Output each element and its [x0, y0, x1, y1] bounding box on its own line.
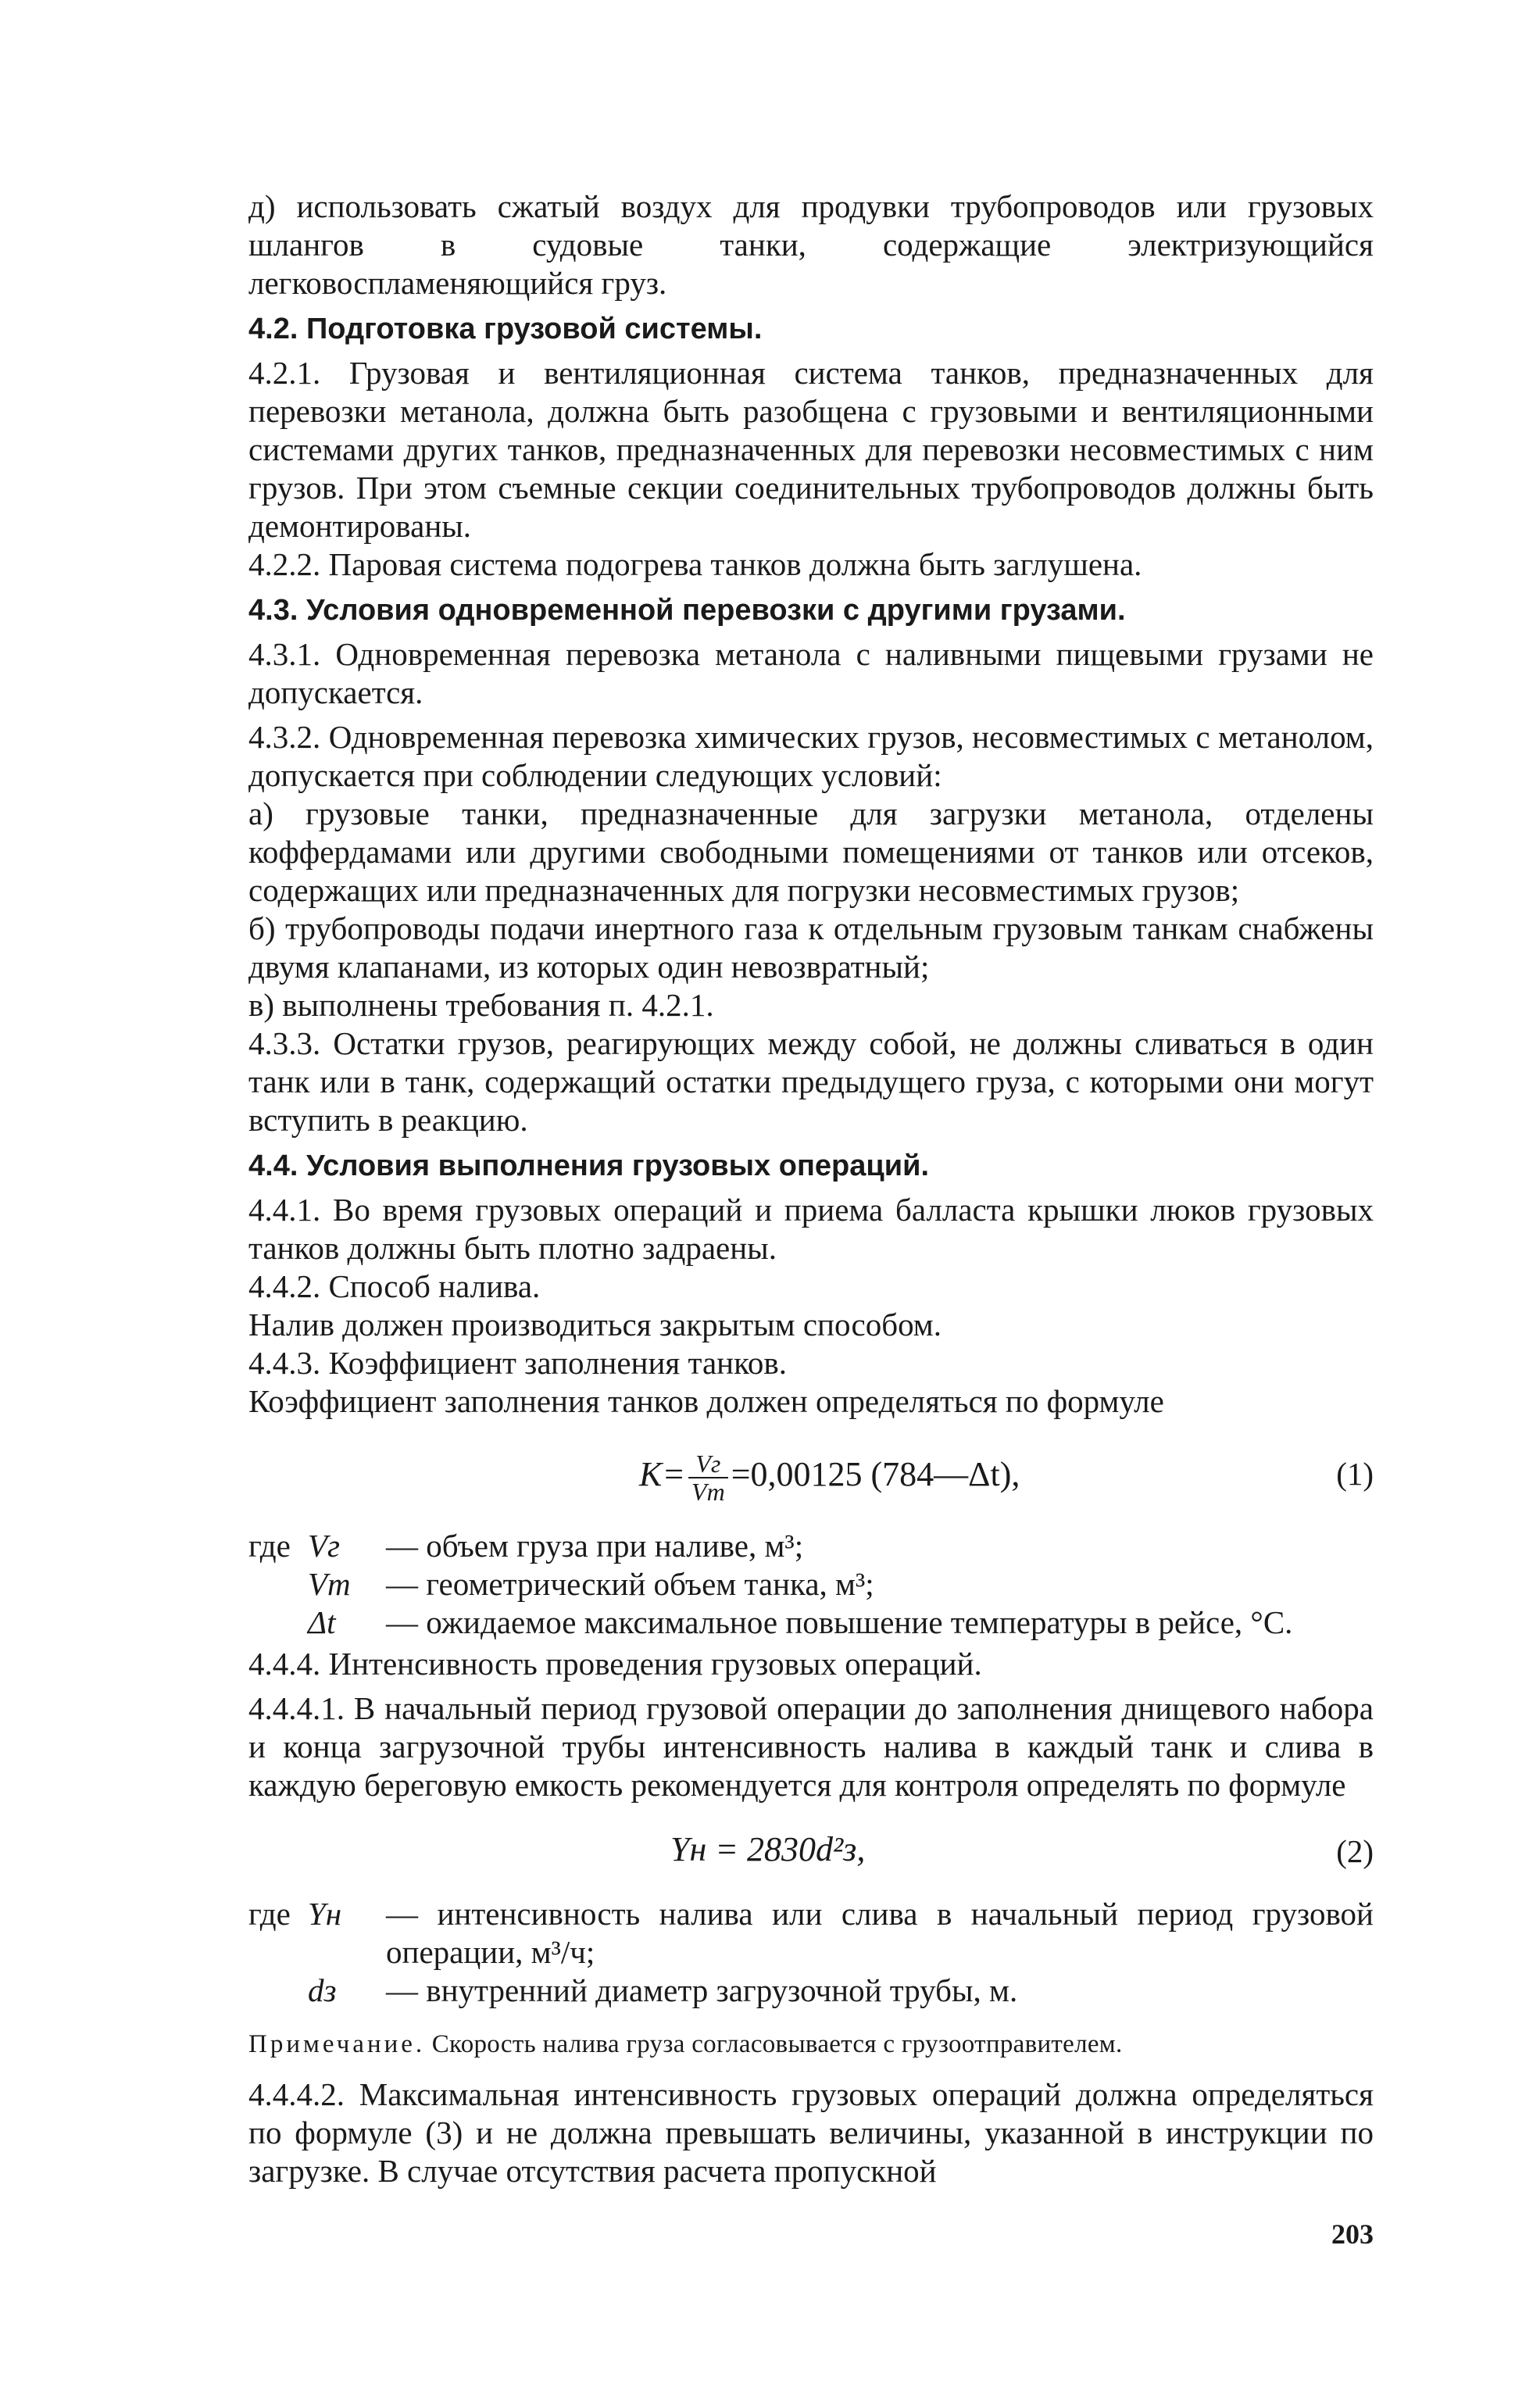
- paragraph-4-2-2: 4.2.2. Паровая система подогрева танков должна быть заглушена.: [248, 546, 1142, 582]
- definition-symbol: Vт: [308, 1566, 351, 1602]
- paragraph-4-3-1: 4.3.1. Одновременная перевозка метанола с наливными пищевыми грузами не допускается.: [248, 636, 1374, 710]
- paragraph-4-2-1: 4.2.1. Грузовая и вентиляционная система танков, предназначенных для перевозки метанола, должна быть разобщена с грузовыми и вентиляционными системами других танков, предназначенных для перевозки несовместимых с ним грузов. При этом съемные секции соединительных трубопроводов должны быть демонтированы.: [248, 355, 1374, 544]
- definition-text: — объем груза при наливе, м³;: [386, 1528, 804, 1564]
- definition-lead: где: [248, 1896, 291, 1932]
- formula-1-denominator: Vт: [691, 1478, 725, 1506]
- formula-1-fraction: [688, 1450, 728, 1505]
- heading-4-2: 4.2. Подготовка грузовой системы.: [248, 313, 763, 345]
- paragraph-4-4-3-b: Коэффициент заполнения танков должен определяться по формуле: [248, 1383, 1164, 1419]
- paragraph-4-3-3: 4.3.3. Остатки грузов, реагирующих между собой, не должны сливаться в один танк или в танк, содержащий остатки предыдущего груза, с которыми они могут вступить в реакцию.: [248, 1025, 1374, 1138]
- note-text: Скорость налива груза согласовывается с грузоотправителем.: [431, 2030, 1123, 2058]
- paragraph-4-4-2-b: Налив должен производиться закрытым способом.: [248, 1307, 942, 1343]
- definition-row: [248, 1565, 1374, 1604]
- formula-2-number: (2): [1336, 1833, 1374, 1869]
- definition-lead: [248, 1604, 308, 1642]
- formula-1-expression: [639, 1450, 1020, 1505]
- paragraph-4-4-2: 4.4.2. Способ налива.: [248, 1268, 541, 1304]
- definition-text: — интенсивность налива или слива в начальный период грузовой операции, м³/ч;: [386, 1896, 1374, 1970]
- definition-lead: [248, 1565, 308, 1604]
- heading-4-3: 4.3. Условия одновременной перевозки с другими грузами.: [248, 594, 1126, 627]
- definitions-2: [248, 1895, 1374, 2010]
- paragraph-4-4-4-1: 4.4.4.1. В начальный период грузовой операции до заполнения днищевого набора и конца загрузочной трубы интенсивность налива в каждый танк и слива в каждую береговую емкость рекомендуется для контроля определять по формуле: [248, 1690, 1374, 1803]
- definitions-1: [248, 1527, 1374, 1642]
- formula-2-expression: Yн = 2830d²з,: [670, 1830, 866, 1868]
- note: [248, 2021, 1374, 2068]
- page-body: [248, 188, 1374, 2190]
- definition-text: — ожидаемое максимальное повышение температуры в рейсе, °С.: [386, 1604, 1293, 1640]
- paragraph-d: д) использовать сжатый воздух для продувки трубопроводов или грузовых шлангов в судовые танки, содержащие электризующийся легковоспламеняющийся груз.: [248, 188, 1374, 301]
- formula-1: [248, 1427, 1374, 1521]
- formula-1-rhs: =0,00125 (784—Δt),: [731, 1455, 1020, 1494]
- note-label: Примечание.: [248, 2030, 426, 2058]
- paragraph-4-4-4-2: 4.4.4.2. Максимальная интенсивность грузовых операций должна определяться по формуле (3) и не должна превышать величины, указанной в инструкции по загрузке. В случае отсутствия расчета пропускной: [248, 2076, 1374, 2189]
- paragraph-4-3-2-b: б) трубопроводы подачи инертного газа к отдельным грузовым танкам снабжены двумя клапанами, из которых один невозвратный;: [248, 910, 1374, 985]
- definition-symbol: dз: [308, 1972, 337, 2008]
- formula-1-numerator: Vг: [688, 1450, 728, 1478]
- paragraph-4-4-1: 4.4.1. Во время грузовых операций и приема балласта крышки люков грузовых танков должны быть плотно задраены.: [248, 1192, 1374, 1266]
- definition-row: [248, 1527, 1374, 1565]
- paragraph-4-3-2: 4.3.2. Одновременная перевозка химических грузов, несовместимых с метанолом, допускается при соблюдении следующих условий:: [248, 719, 1374, 793]
- page-number: 203: [1331, 2218, 1374, 2250]
- paragraph-4-3-2-a: а) грузовые танки, предназначенные для загрузки метанола, отделены коффердамами или другими свободными помещениями от танков или отсеков, содержащих или предназначенных для погрузки несовместимых грузов;: [248, 795, 1374, 908]
- definition-row: [248, 1895, 1374, 1972]
- definition-row: [248, 1604, 1374, 1642]
- definition-lead: [248, 1972, 308, 2010]
- definition-text: — геометрический объем танка, м³;: [386, 1566, 874, 1602]
- definition-row: [248, 1972, 1374, 2010]
- definition-symbol: Δt: [308, 1604, 336, 1640]
- paragraph-4-4-4: 4.4.4. Интенсивность проведения грузовых операций.: [248, 1646, 982, 1682]
- definition-lead: где: [248, 1528, 291, 1564]
- formula-1-lhs: K=: [639, 1455, 686, 1494]
- definition-symbol: Vг: [308, 1528, 341, 1564]
- definition-symbol: Yн: [308, 1896, 342, 1932]
- formula-1-number: (1): [1336, 1456, 1374, 1492]
- paragraph-4-3-2-c: в) выполнены требования п. 4.2.1.: [248, 987, 714, 1023]
- heading-4-4: 4.4. Условия выполнения грузовых операций.: [248, 1149, 930, 1182]
- paragraph-4-4-3: 4.4.3. Коэффициент заполнения танков.: [248, 1345, 788, 1381]
- formula-2: [248, 1811, 1374, 1889]
- definition-text: — внутренний диаметр загрузочной трубы, м.: [386, 1972, 1018, 2008]
